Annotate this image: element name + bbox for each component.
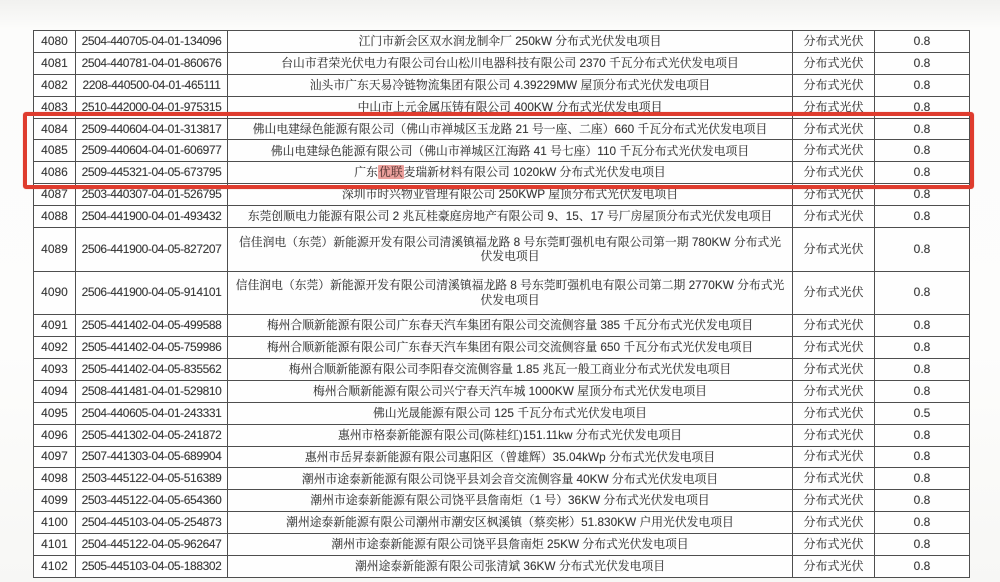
- row-number-cell: 4093: [34, 359, 76, 380]
- project-name-text: 梅州合顺新能源有限公司李阳春交流侧容量 1.85 兆瓦一般工商业分布式光伏发电项目: [288, 362, 732, 377]
- table-row: [34, 184, 969, 206]
- project-name-cell: [228, 425, 793, 446]
- row-number-cell: 4082: [34, 75, 76, 96]
- row-number-cell: 4088: [34, 206, 76, 227]
- project-code-cell: 2504-441900-04-01-493432: [76, 206, 228, 227]
- coefficient-cell: 0.8: [913, 427, 931, 442]
- project-code-cell: 2504-440781-04-01-860676: [76, 53, 228, 74]
- project-type-cell: 分布式光伏: [793, 184, 875, 205]
- project-code-cell: 2503-445122-04-05-654360: [76, 490, 228, 511]
- coefficient-cell: 0.8: [913, 383, 931, 398]
- table-row: [34, 206, 969, 228]
- table-row: [34, 140, 969, 162]
- search-highlight: 优联: [378, 165, 403, 180]
- project-code-cell: 2504-445122-04-05-962647: [76, 534, 228, 555]
- table-row: [34, 403, 969, 425]
- table-row: [34, 468, 969, 490]
- project-name-text: 江门市新会区双水润龙制伞厂 250kW 分布式光伏发电项目: [358, 34, 662, 49]
- project-type-cell: 分布式光伏: [793, 228, 875, 271]
- row-number-cell: 4090: [34, 272, 76, 315]
- project-name-text: 佛山电建绿色能源有限公司（佛山市禅城区玉龙路 21 号一座、二座）660 千瓦分布式光伏发电项目: [252, 121, 768, 136]
- project-type-cell: 分布式光伏: [793, 97, 875, 118]
- coefficient-cell: 0.8: [913, 537, 931, 552]
- project-name-cell: [228, 315, 793, 336]
- row-number-cell: 4092: [34, 337, 76, 358]
- coefficient-cell: 0.8: [913, 340, 931, 355]
- coefficient-cell: 0.8: [913, 558, 931, 573]
- coefficient-cell: 0.8: [913, 515, 931, 530]
- row-number-cell: 4081: [34, 53, 76, 74]
- row-number-cell: 4084: [34, 119, 76, 140]
- project-name-text: 潮州途泰新能源有限公司潮州市潮安区枫溪镇（蔡奕彬）51.830KW 户用光伏发电项目: [286, 515, 734, 530]
- project-type-cell: 分布式光伏: [793, 162, 875, 183]
- project-name-cell: [228, 556, 793, 577]
- project-name-cell: [228, 97, 793, 118]
- row-number-cell: 4094: [34, 381, 76, 402]
- project-type-cell: 分布式光伏: [793, 337, 875, 358]
- table-row: [34, 381, 969, 403]
- project-type-cell: 分布式光伏: [793, 425, 875, 446]
- project-name-cell: [228, 31, 793, 52]
- project-code-cell: 2504-440705-04-01-134096: [76, 31, 228, 52]
- project-name-text: 信佳润电（东莞）新能源开发有限公司清溪镇福龙路 8 号东莞町强机电有限公司第二期 2770KW 分布式光伏发电项目: [235, 278, 785, 307]
- project-type-cell: 分布式光伏: [793, 468, 875, 489]
- table-row: [34, 228, 969, 272]
- row-number-cell: 4085: [34, 140, 76, 161]
- coefficient-cell: 0.8: [913, 55, 931, 70]
- project-type-cell: 分布式光伏: [793, 53, 875, 74]
- table-row: [34, 75, 969, 97]
- project-type-cell: 分布式光伏: [793, 315, 875, 336]
- row-number-cell: 4096: [34, 425, 76, 446]
- project-name-cell: [228, 53, 793, 74]
- project-type-cell: 分布式光伏: [793, 534, 875, 555]
- table-row: [34, 31, 969, 53]
- coefficient-cell: 0.8: [913, 449, 931, 464]
- table-row: [34, 315, 969, 337]
- project-name-cell: [228, 512, 793, 533]
- table-row: [34, 512, 969, 534]
- project-code-cell: 2505-441402-04-05-835562: [76, 359, 228, 380]
- row-number-cell: 4098: [34, 468, 76, 489]
- project-name-cell: [228, 140, 793, 161]
- project-name-text: 信佳润电（东莞）新能源开发有限公司清溪镇福龙路 8 号东莞町强机电有限公司第一期 780KW 分布式光伏发电项目: [238, 234, 782, 264]
- project-type-cell: 分布式光伏: [793, 31, 875, 52]
- project-name-text: 惠州市格泰新能源有限公司(陈桂红)151.11kw 分布式光伏发电项目: [338, 427, 682, 442]
- row-number-cell: 4100: [34, 512, 76, 533]
- row-number-cell: 4091: [34, 315, 76, 336]
- project-code-cell: 2505-441302-04-05-241872: [76, 425, 228, 446]
- project-code-cell: 2505-445103-04-05-188302: [76, 556, 228, 577]
- project-name-text: 佛山电建绿色能源有限公司（佛山市禅城区江海路 41 号七座）110 千瓦分布式光伏发电项目: [270, 143, 750, 158]
- coefficient-cell: 0.8: [913, 471, 931, 486]
- project-code-cell: 2509-440604-04-01-606977: [76, 140, 228, 161]
- row-number-cell: 4099: [34, 490, 76, 511]
- project-name-text: 广东优联麦瑞新材料有限公司 1020kW 分布式光伏发电项目: [354, 165, 666, 180]
- row-number-cell: 4097: [34, 447, 76, 468]
- project-type-cell: 分布式光伏: [793, 556, 875, 577]
- project-name-cell: [228, 162, 793, 183]
- project-name-cell: [228, 490, 793, 511]
- project-name-cell: [228, 337, 793, 358]
- project-name-cell: [228, 359, 793, 380]
- project-code-cell: 2509-445321-04-05-673795: [76, 162, 228, 183]
- coefficient-cell: 0.8: [913, 361, 931, 376]
- project-name-cell: [228, 272, 793, 315]
- project-name-text: 汕头市广东天易冷链物流集团有限公司 4.39229MW 屋顶分布式光伏发电项目: [309, 77, 711, 92]
- project-name-text: 深圳市时兴物业管理有限公司 250KWP 屋顶分布式光伏发电项目: [341, 187, 679, 202]
- table-row: [34, 272, 969, 316]
- project-name-text: 潮州市途泰新能源有限公司饶平县詹南炬（1 号）36KW 分布式光伏发电项目: [310, 493, 710, 508]
- project-name-text: 梅州合顺新能源有限公司兴宁春天汽车城 1000KW 屋顶分布式光伏发电项目: [313, 383, 707, 398]
- project-name-text: 梅州合顺新能源有限公司广东春天汽车集团有限公司交流侧容量 650 千瓦分布式光伏发电项目: [266, 340, 754, 355]
- coefficient-cell: 0.8: [913, 33, 931, 48]
- table-row: [34, 359, 969, 381]
- table-row: [34, 119, 969, 141]
- table-row: [34, 97, 969, 119]
- table-row: [34, 534, 969, 556]
- project-code-cell: 2504-445103-04-05-254873: [76, 512, 228, 533]
- row-number-cell: 4087: [34, 184, 76, 205]
- project-name-cell: [228, 403, 793, 424]
- project-code-cell: 2506-441900-04-05-827207: [76, 228, 228, 271]
- coefficient-cell: 0.8: [913, 77, 931, 92]
- project-name-cell: [228, 184, 793, 205]
- project-type-cell: 分布式光伏: [793, 119, 875, 140]
- table-row: [34, 53, 969, 75]
- project-type-cell: 分布式光伏: [793, 512, 875, 533]
- project-code-cell: 2503-440307-04-01-526795: [76, 184, 228, 205]
- project-code-cell: 2504-440605-04-01-243331: [76, 403, 228, 424]
- coefficient-cell: 0.8: [913, 187, 931, 202]
- table-row: [34, 556, 969, 577]
- project-name-cell: [228, 206, 793, 227]
- project-code-cell: 2509-440604-04-01-313817: [76, 119, 228, 140]
- row-number-cell: 4086: [34, 162, 76, 183]
- table-row: [34, 447, 969, 469]
- project-name-text: 台山市君荣光伏电力有限公司台山松川电器科技有限公司 2370 千瓦分布式光伏发电项目: [281, 55, 739, 70]
- coefficient-cell: 0.8: [913, 121, 931, 136]
- row-number-cell: 4102: [34, 556, 76, 577]
- project-type-cell: 分布式光伏: [793, 359, 875, 380]
- coefficient-cell: 0.8: [913, 318, 931, 333]
- table-row: [34, 337, 969, 359]
- project-name-text: 东莞创顺电力能源有限公司 2 兆瓦桂豪庭房地产有限公司 9、15、17 号厂房屋顶分布式光伏发电项目: [247, 209, 773, 224]
- project-code-cell: 2208-440500-04-01-465111: [76, 75, 228, 96]
- project-code-cell: 2503-445122-04-05-516389: [76, 468, 228, 489]
- project-name-cell: [228, 447, 793, 468]
- project-name-cell: [228, 228, 793, 271]
- project-type-cell: 分布式光伏: [793, 447, 875, 468]
- row-number-cell: 4083: [34, 97, 76, 118]
- table-row: [34, 425, 969, 447]
- project-name-cell: [228, 534, 793, 555]
- project-type-cell: 分布式光伏: [793, 490, 875, 511]
- project-name-text: 潮州市途泰新能源有限公司饶平县詹南炬 25KW 分布式光伏发电项目: [331, 537, 689, 552]
- project-name-cell: [228, 119, 793, 140]
- project-code-cell: 2508-441481-04-01-529810: [76, 381, 228, 402]
- row-number-cell: 4080: [34, 31, 76, 52]
- project-name-text: 潮州途泰新能源有限公司张清斌 36KW 分布式光伏发电项目: [354, 559, 665, 574]
- project-type-cell: 分布式光伏: [793, 272, 875, 315]
- row-number-cell: 4101: [34, 534, 76, 555]
- project-type-cell: 分布式光伏: [793, 140, 875, 161]
- project-name-cell: [228, 468, 793, 489]
- project-code-cell: 2506-441900-04-05-914101: [76, 272, 228, 315]
- project-code-cell: 2510-442000-04-01-975315: [76, 97, 228, 118]
- project-name-cell: [228, 75, 793, 96]
- row-number-cell: 4089: [34, 228, 76, 271]
- coefficient-cell: 0.8: [913, 165, 931, 180]
- project-code-cell: 2505-441402-04-05-759986: [76, 337, 228, 358]
- project-code-cell: 2507-441303-04-05-689904: [76, 447, 228, 468]
- table-row: [34, 490, 969, 512]
- project-type-cell: 分布式光伏: [793, 206, 875, 227]
- row-number-cell: 4095: [34, 403, 76, 424]
- project-name-text: 惠州市岳昇泰新能源有限公司惠阳区（曾雄辉）35.04kWp 分布式光伏发电项目: [304, 449, 716, 464]
- project-name-cell: [228, 381, 793, 402]
- project-type-cell: 分布式光伏: [793, 381, 875, 402]
- coefficient-cell: 0.8: [913, 99, 931, 114]
- project-code-cell: 2505-441402-04-05-499588: [76, 315, 228, 336]
- table-row: [34, 162, 969, 184]
- coefficient-cell: 0.8: [913, 241, 931, 256]
- coefficient-cell: 0.5: [913, 405, 931, 420]
- project-name-text: 梅州合顺新能源有限公司广东春天汽车集团有限公司交流侧容量 385 千瓦分布式光伏发电项目: [266, 318, 754, 333]
- coefficient-cell: 0.8: [913, 209, 931, 224]
- project-name-text: 潮州市途泰新能源有限公司饶平县刘会音交流侧容量 40KW 分布式光伏发电项目: [301, 471, 719, 486]
- project-name-text: 中山市上元金属压铸有限公司 400KW 分布式光伏发电项目: [357, 99, 663, 114]
- projects-table: [33, 30, 970, 578]
- project-name-text: 佛山光晟能源有限公司 125 千瓦分布式光伏发电项目: [373, 405, 647, 420]
- project-type-cell: 分布式光伏: [793, 75, 875, 96]
- coefficient-cell: 0.8: [913, 285, 931, 300]
- project-type-cell: 分布式光伏: [793, 403, 875, 424]
- coefficient-cell: 0.8: [913, 493, 931, 508]
- coefficient-cell: 0.8: [913, 143, 931, 158]
